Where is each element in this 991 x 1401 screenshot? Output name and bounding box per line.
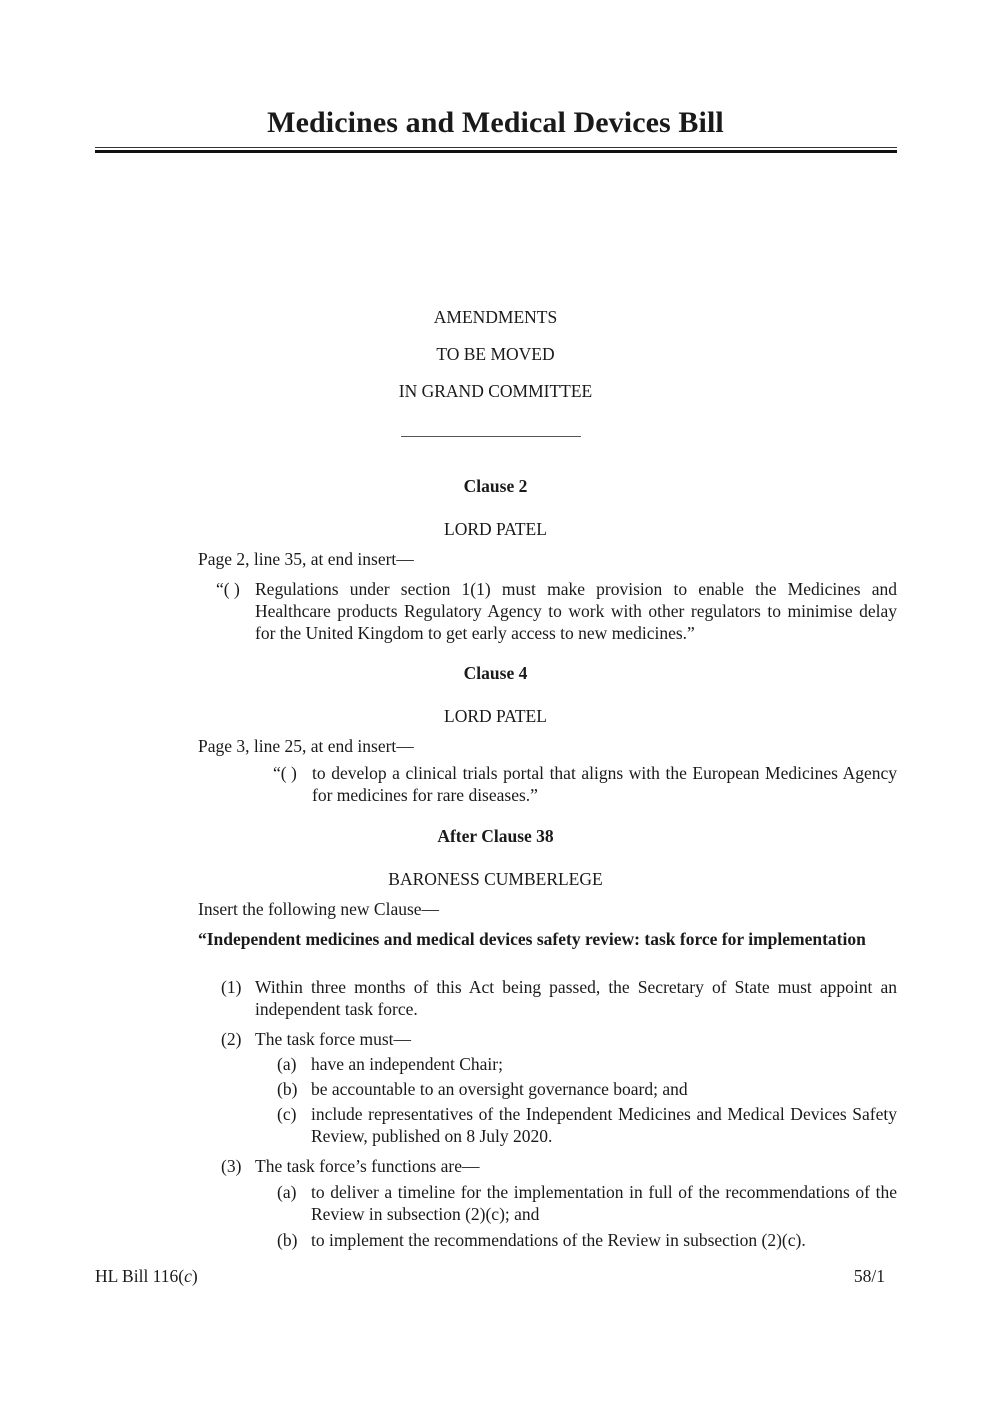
paragraph-2b bbox=[277, 1078, 897, 1100]
title-rule-thick bbox=[95, 150, 897, 153]
subsection-label: (3) bbox=[221, 1156, 242, 1176]
clause-heading: Clause 4 bbox=[463, 663, 528, 683]
amendment-text-block bbox=[216, 578, 897, 644]
paragraph-label: (a) bbox=[277, 1182, 297, 1202]
mover-name: LORD PATEL bbox=[444, 706, 547, 726]
subsection-2 bbox=[221, 1028, 897, 1050]
paragraph-label: (c) bbox=[277, 1104, 297, 1124]
paragraph-text: to deliver a timeline for the implementation in full of the recommendations of the Review in subsection (2)(c); and bbox=[311, 1182, 897, 1224]
title-rule-thin bbox=[95, 147, 897, 148]
amendment-location: Insert the following new Clause— bbox=[198, 899, 440, 919]
subsection-3 bbox=[221, 1155, 897, 1177]
paragraph-2c bbox=[277, 1103, 897, 1147]
subsection-text: The task force must— bbox=[255, 1029, 411, 1049]
amendment-text: to develop a clinical trials portal that aligns with the European Medicines Agency for medicines for rare diseases.” bbox=[312, 763, 897, 805]
paragraph-3a bbox=[277, 1181, 897, 1225]
subsection-text: The task force’s functions are— bbox=[255, 1156, 480, 1176]
amendment-location: Page 2, line 35, at end insert— bbox=[198, 549, 414, 569]
new-clause-heading: “Independent medicines and medical devices safety review: task force for implementation bbox=[198, 929, 866, 949]
amendment-label: “( ) bbox=[273, 763, 297, 783]
amendment-location: Page 3, line 25, at end insert— bbox=[198, 736, 414, 756]
clause-heading: After Clause 38 bbox=[437, 826, 554, 846]
paragraph-label: (b) bbox=[277, 1079, 298, 1099]
paragraph-label: (a) bbox=[277, 1054, 297, 1074]
page-reference: 58/1 bbox=[853, 1266, 885, 1286]
mover-name: BARONESS CUMBERLEGE bbox=[388, 869, 603, 889]
mover-name: LORD PATEL bbox=[444, 519, 547, 539]
bill-title: Medicines and Medical Devices Bill bbox=[267, 106, 724, 139]
subsection-1 bbox=[221, 976, 897, 1020]
paragraph-text: be accountable to an oversight governance board; and bbox=[311, 1079, 688, 1099]
subsection-label: (2) bbox=[221, 1029, 242, 1049]
paragraph-text: include representatives of the Independent Medicines and Medical Devices Safety Review, published on 8 July 2020. bbox=[311, 1104, 897, 1146]
paragraph-text: to implement the recommendations of the Review in subsection (2)(c). bbox=[311, 1230, 806, 1250]
subsection-label: (1) bbox=[221, 977, 242, 997]
intro-divider bbox=[401, 436, 581, 437]
subsection-text: Within three months of this Act being passed, the Secretary of State must appoint an independent task force. bbox=[255, 977, 897, 1019]
intro-line-2: TO BE MOVED bbox=[436, 344, 555, 364]
amendment-text-block bbox=[273, 762, 897, 806]
intro-line-1: AMENDMENTS bbox=[433, 307, 558, 327]
paragraph-3b bbox=[277, 1229, 897, 1251]
paragraph-2a bbox=[277, 1053, 897, 1075]
clause-heading: Clause 2 bbox=[463, 476, 528, 496]
bill-reference: HL Bill 116(c) bbox=[95, 1266, 198, 1286]
amendment-label: “( ) bbox=[216, 579, 240, 599]
paragraph-text: have an independent Chair; bbox=[311, 1054, 503, 1074]
paragraph-label: (b) bbox=[277, 1230, 298, 1250]
amendment-text: Regulations under section 1(1) must make provision to enable the Medicines and Healthcare products Regulatory Agency to work with other regulators to minimise delay for the United Kingdom to get early access to new medicines.” bbox=[255, 579, 897, 643]
intro-line-3: IN GRAND COMMITTEE bbox=[398, 381, 593, 401]
